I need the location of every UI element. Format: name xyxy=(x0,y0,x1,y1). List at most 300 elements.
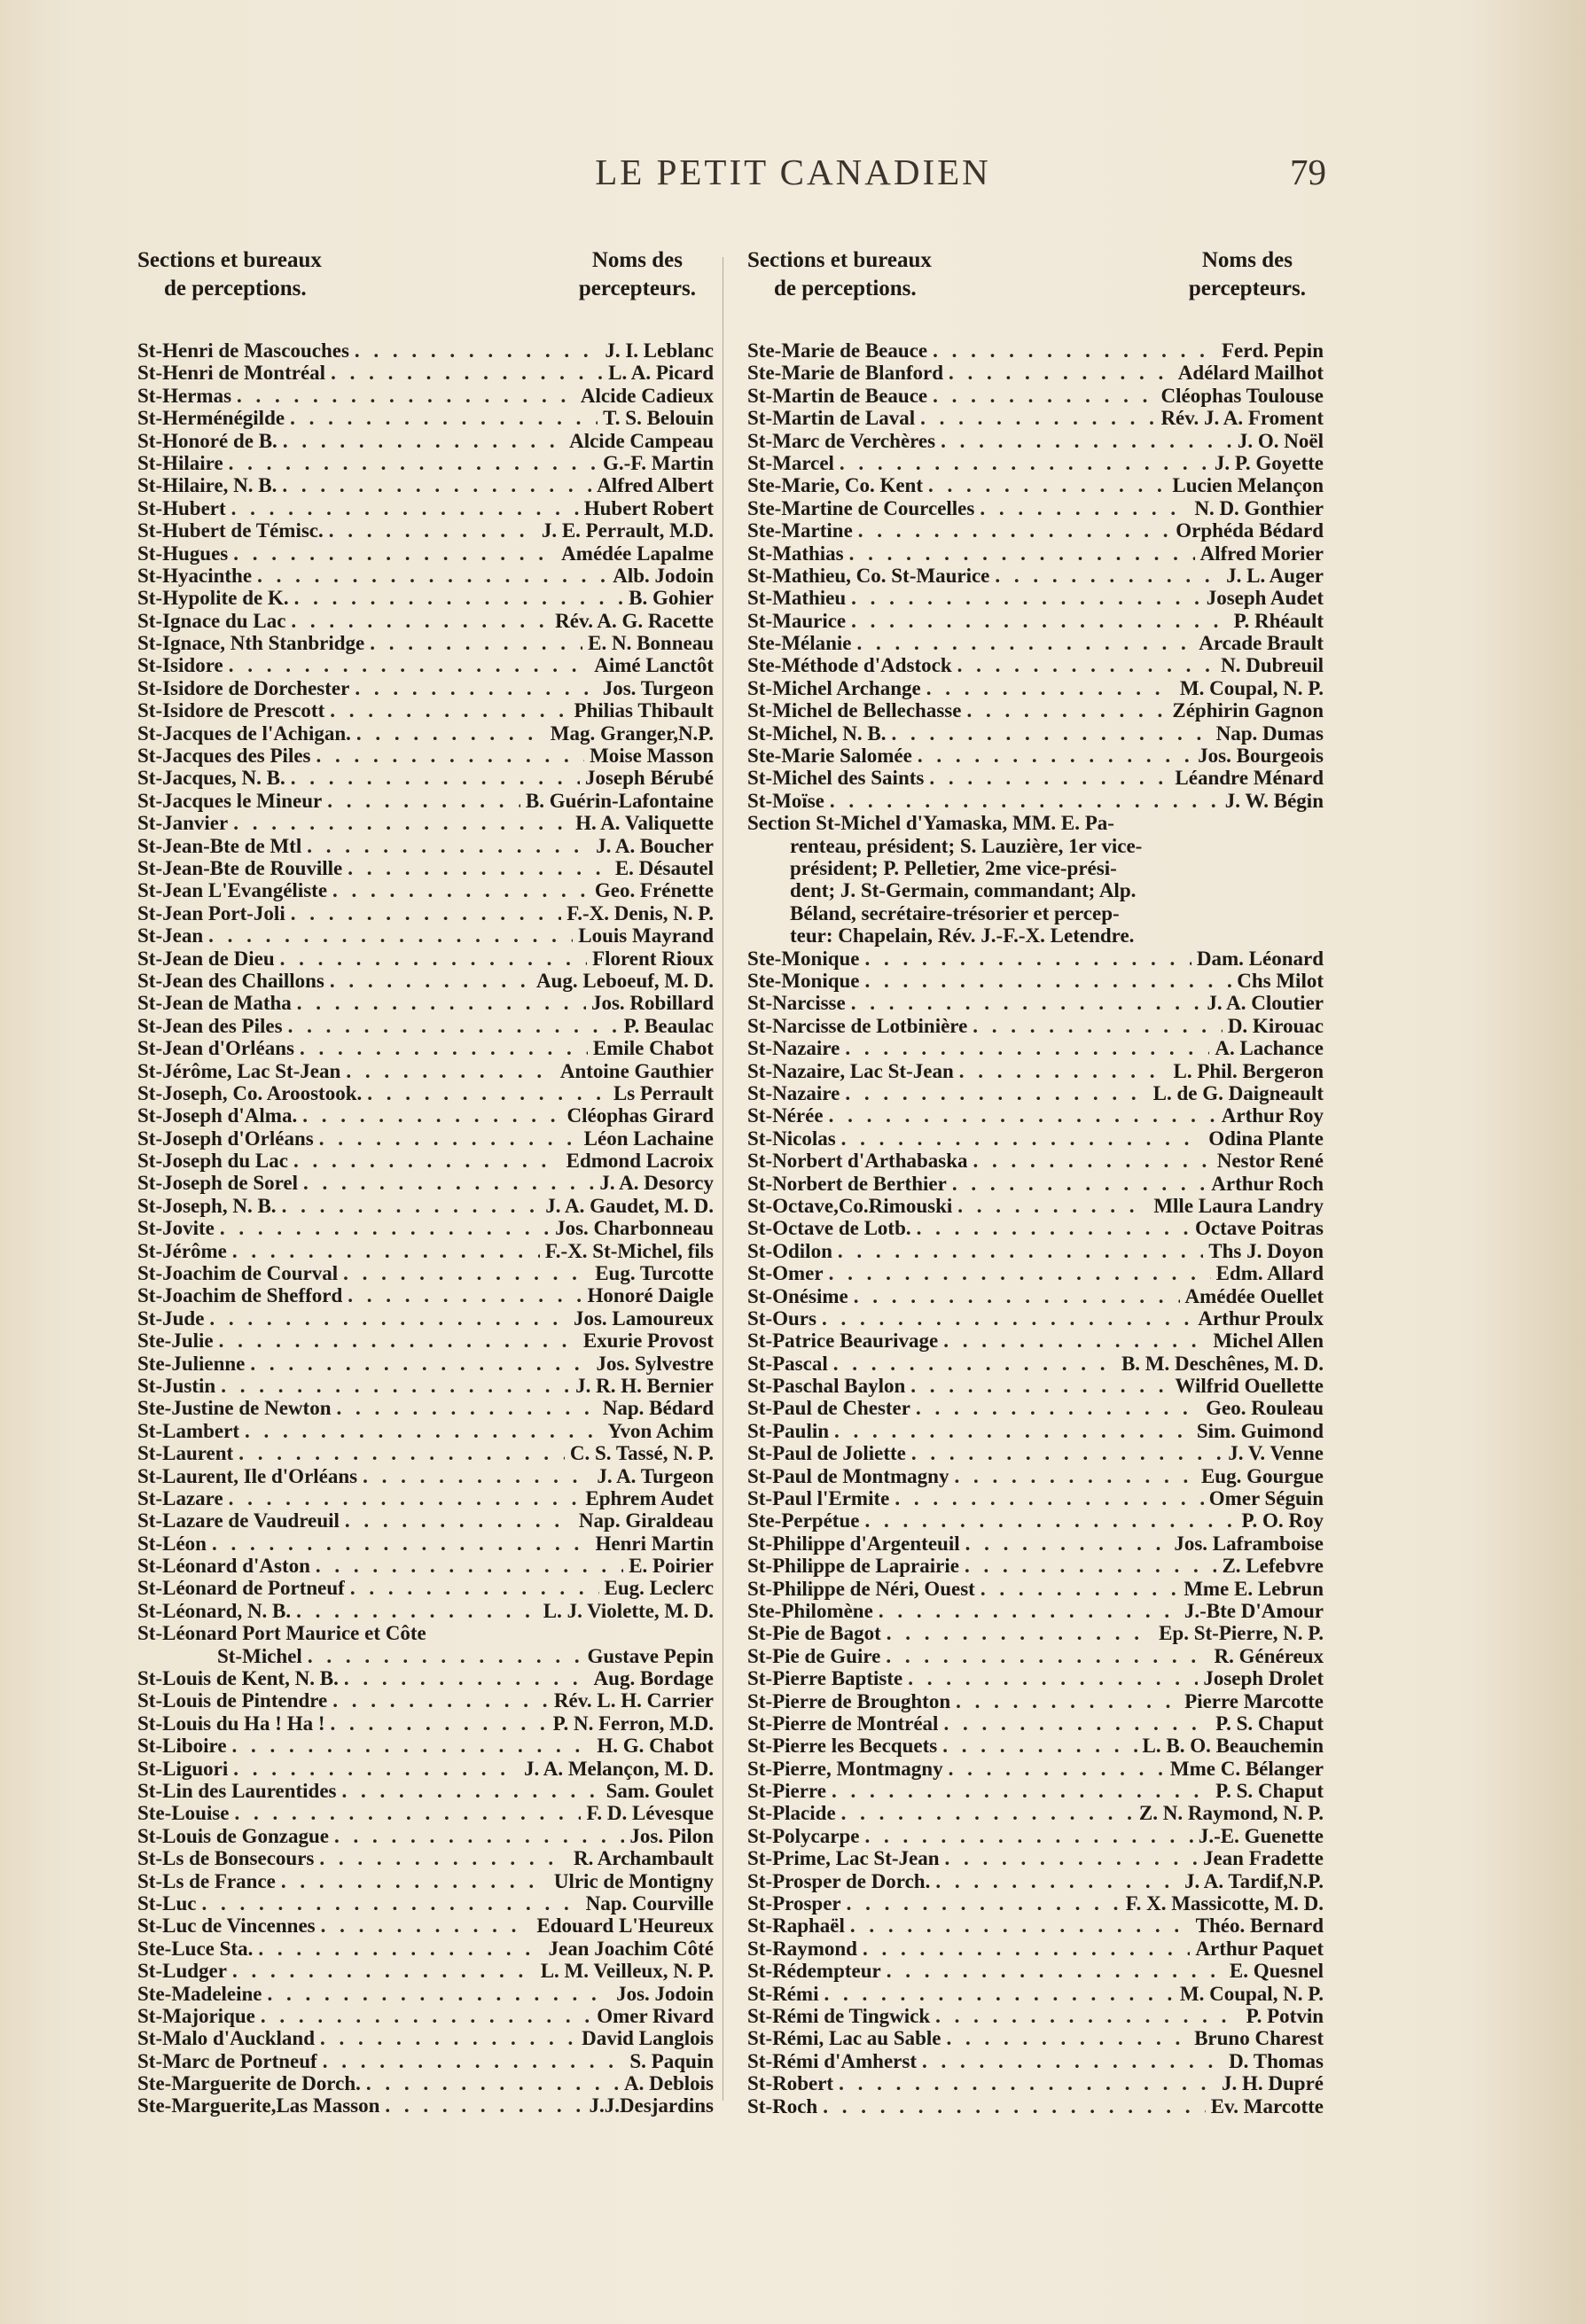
directory-entry xyxy=(747,385,1324,407)
directory-entry xyxy=(137,970,714,992)
collector-name: Ths J. Doyon xyxy=(1208,1239,1324,1262)
leader-dots xyxy=(995,565,1221,587)
leader-dots xyxy=(290,407,598,429)
collector-name: N. D. Gonthier xyxy=(1194,496,1324,519)
section-name: St-Paul de Chester xyxy=(747,1397,910,1420)
leader-dots xyxy=(329,519,536,542)
section-name: St-Honoré de B. xyxy=(137,429,277,452)
collector-name: L. de G. Daigneault xyxy=(1152,1081,1324,1104)
collector-name: Jos. Charbonneau xyxy=(555,1217,714,1240)
collector-name: Bruno Charest xyxy=(1194,2027,1324,2050)
directory-entry xyxy=(137,1802,714,1824)
directory-entry xyxy=(747,1442,1324,1464)
directory-entry xyxy=(137,1532,714,1555)
leader-dots xyxy=(363,1465,591,1487)
collector-name: B. Gohier xyxy=(629,587,714,610)
directory-entry xyxy=(747,2072,1324,2094)
leader-dots xyxy=(834,1420,1191,1442)
directory-entry xyxy=(747,1960,1324,1982)
leader-dots xyxy=(283,430,564,452)
directory-entry xyxy=(747,745,1324,767)
directory-entry xyxy=(137,924,714,947)
section-name: St-Nazaire, Lac St-Jean xyxy=(747,1059,954,1082)
collector-name: Yvon Achim xyxy=(607,1419,714,1442)
leader-dots xyxy=(296,1600,538,1622)
section-name: St-Jean des Piles xyxy=(137,1014,283,1037)
leader-dots xyxy=(367,1082,608,1104)
left-column-header xyxy=(137,246,714,310)
collector-name: E. Poirier xyxy=(629,1555,714,1578)
leader-dots xyxy=(300,1037,588,1059)
section-name: St-Lambert xyxy=(137,1419,239,1442)
collector-name: Rév. L. H. Carrier xyxy=(553,1689,714,1712)
leader-dots xyxy=(232,1240,540,1262)
directory-entry xyxy=(747,1397,1324,1419)
collector-name: Eug. Leclerc xyxy=(604,1577,714,1600)
section-name: St-Jean-Bte de Rouville xyxy=(137,856,343,879)
section-name: St-Pierre, Montmagny xyxy=(747,1757,943,1780)
collector-name: Dam. Léonard xyxy=(1196,947,1324,970)
collector-name: Cléophas Toulouse xyxy=(1160,384,1324,407)
section-name: St-Omer xyxy=(747,1262,824,1285)
section-name: St-Marc de Verchères xyxy=(747,429,936,452)
directory-entry xyxy=(137,1037,714,1059)
section-name: St-Jean de Dieu xyxy=(137,947,275,970)
leader-dots xyxy=(229,1487,581,1509)
section-name: St-Léon xyxy=(137,1532,207,1555)
collector-name: Eug. Gourgue xyxy=(1200,1464,1324,1487)
section-name: St-Pascal xyxy=(747,1352,828,1375)
directory-entry xyxy=(747,2050,1324,2072)
collector-name: Nap. Bédard xyxy=(602,1397,714,1420)
directory-entry xyxy=(747,1285,1324,1307)
collector-name: J. A. Gaudet, M. D. xyxy=(545,1194,714,1217)
section-name: St-Lazare de Vaudreuil xyxy=(137,1509,340,1532)
section-name: St-Isidore de Prescott xyxy=(137,699,325,722)
directory-entry xyxy=(137,1960,714,1982)
section-name: Ste-Julienne xyxy=(137,1352,246,1375)
leader-dots xyxy=(337,1397,598,1419)
collector-name: P. Rhéault xyxy=(1233,609,1324,632)
directory-entry xyxy=(137,1330,714,1352)
directory-entry xyxy=(747,1645,1324,1667)
section-name: St-Jovite xyxy=(137,1217,215,1240)
sections-heading xyxy=(137,246,322,303)
collector-name: Sim. Guimond xyxy=(1196,1419,1324,1442)
directory-entry xyxy=(137,1104,714,1127)
directory-entry xyxy=(747,970,1324,992)
leader-dots xyxy=(327,790,520,812)
directory-entry xyxy=(747,1037,1324,1059)
leader-dots xyxy=(956,1690,1179,1712)
collector-name: R. Généreux xyxy=(1214,1644,1324,1667)
collector-name: David Langlois xyxy=(582,2027,714,2050)
collector-name: Alb. Jodoin xyxy=(613,564,714,587)
leader-dots xyxy=(319,1847,568,1869)
collector-name: D. Thomas xyxy=(1229,2049,1324,2072)
leader-dots xyxy=(949,362,1173,384)
directory-entry xyxy=(137,1712,714,1735)
section-name: Ste-Marguerite de Dorch. xyxy=(137,2072,361,2095)
collector-name: Wilfrid Ouellette xyxy=(1175,1375,1324,1398)
collector-name: Alcide Campeau xyxy=(569,429,714,452)
directory-entry xyxy=(747,1104,1324,1127)
collector-name: J. V. Venne xyxy=(1228,1442,1324,1465)
directory-entry xyxy=(747,1578,1324,1600)
leader-dots xyxy=(935,1870,1179,1892)
section-name: Ste-Monique xyxy=(747,947,860,970)
directory-entry xyxy=(747,430,1324,452)
directory-entry xyxy=(747,452,1324,474)
directory-entry xyxy=(137,677,714,699)
section-name: St-Nérée xyxy=(747,1104,824,1127)
section-name: Ste-Monique xyxy=(747,970,860,993)
section-name: Ste-Louise xyxy=(137,1802,230,1825)
section-name: St-Moïse xyxy=(747,789,824,812)
leader-dots xyxy=(321,1915,532,1937)
leader-dots xyxy=(935,2005,1241,2027)
directory-entry xyxy=(747,632,1324,654)
collector-name: Zéphirin Gagnon xyxy=(1172,699,1324,722)
directory-entry xyxy=(137,1284,714,1306)
section-name: St-Rémi, Lac au Sable xyxy=(747,2027,941,2050)
collector-name: Louis Mayrand xyxy=(578,924,714,948)
directory-entry xyxy=(137,879,714,901)
section-name: St-Jérôme, Lac St-Jean xyxy=(137,1059,341,1082)
collector-name: Jos. Laframboise xyxy=(1174,1532,1324,1555)
section-name: St-Ours xyxy=(747,1306,816,1330)
leader-dots xyxy=(356,722,545,745)
section-name: St-Liboire xyxy=(137,1735,227,1758)
leader-dots xyxy=(929,767,1169,789)
directory-entry xyxy=(747,519,1324,542)
collector-name: Mme E. Lebrun xyxy=(1184,1577,1324,1600)
directory-entry xyxy=(137,1195,714,1217)
leader-dots xyxy=(219,1330,578,1352)
leader-dots xyxy=(323,2050,625,2072)
leader-dots xyxy=(237,385,575,407)
section-name: St-Liguori xyxy=(137,1757,229,1780)
collector-name: H. A. Valiquette xyxy=(575,812,714,835)
collector-name: L. M. Veilleux, N. P. xyxy=(540,1960,714,1983)
section-name: St-Octave,Co.Rimouski xyxy=(747,1194,953,1217)
noms-heading-line: percepteurs. xyxy=(578,277,696,300)
directory-entry xyxy=(137,857,714,879)
section-name: St-Léonard, N. B. xyxy=(137,1599,292,1622)
collector-name: Omer Séguin xyxy=(1208,1487,1324,1510)
leader-dots xyxy=(250,1353,590,1375)
section-name: St-Justin xyxy=(137,1374,216,1397)
collector-name: J. A. Cloutier xyxy=(1207,992,1324,1015)
right-column-header xyxy=(747,246,1324,310)
section-name: Ste-Marie Salomée xyxy=(747,745,912,768)
collector-name: P. S. Chaput xyxy=(1215,1780,1324,1803)
directory-entry xyxy=(137,1600,714,1622)
directory-entry xyxy=(137,474,714,496)
leader-dots xyxy=(385,2094,583,2117)
leader-dots xyxy=(229,452,598,474)
noms-heading-line: Noms des xyxy=(591,248,683,272)
collector-name: Edouard L'Heureux xyxy=(536,1915,714,1938)
section-name: St-Polycarpe xyxy=(747,1824,860,1847)
leader-dots xyxy=(920,407,1155,429)
leader-dots xyxy=(348,1284,582,1306)
leader-dots xyxy=(933,385,1155,407)
collector-name: P. Beaulac xyxy=(623,1014,714,1037)
directory-entry xyxy=(137,1825,714,1847)
leader-dots xyxy=(297,992,586,1014)
directory-entry xyxy=(137,1983,714,2005)
leader-dots xyxy=(928,474,1167,496)
collector-name: J. A. Boucher xyxy=(596,834,714,857)
leader-dots xyxy=(981,1578,1178,1600)
leader-dots xyxy=(895,1487,1203,1509)
leader-dots xyxy=(910,1375,1169,1397)
directory-entry xyxy=(137,1307,714,1330)
section-name: Ste-Marie de Blanford xyxy=(747,362,944,385)
collector-name: Jos. Sylvestre xyxy=(596,1352,714,1375)
collector-name: Edmond Lacroix xyxy=(566,1150,714,1173)
collector-name: Amédée Lapalme xyxy=(561,542,714,565)
section-name: St-Nazaire xyxy=(747,1081,840,1104)
directory-entry xyxy=(747,1465,1324,1487)
section-name: Ste-Marie de Beauce xyxy=(747,339,928,362)
leader-dots xyxy=(334,1825,624,1847)
leader-dots xyxy=(839,2072,1216,2094)
section-name: St-Louis de Gonzague xyxy=(137,1824,329,1847)
leader-dots xyxy=(316,745,585,767)
directory-entry xyxy=(747,767,1324,789)
collector-name: Jos. Jodoin xyxy=(616,1982,714,2005)
directory-entry xyxy=(137,339,714,362)
leader-dots xyxy=(332,1689,549,1712)
collector-name: J. L. Auger xyxy=(1226,564,1324,587)
collector-name: Hubert Robert xyxy=(583,496,714,519)
collector-name: Philias Thibault xyxy=(574,699,714,722)
sections-heading-line: Sections et bureaux xyxy=(747,248,932,272)
directory-entry xyxy=(137,812,714,834)
collector-name: J.J.Desjardins xyxy=(589,2094,714,2117)
leader-dots xyxy=(887,1960,1224,1982)
leader-dots xyxy=(850,1915,1191,1937)
directory-entry xyxy=(137,2094,714,2117)
directory-entry xyxy=(747,1622,1324,1644)
directory-entry xyxy=(137,1735,714,1757)
section-name: St-Laurent, Ile d'Orléans xyxy=(137,1464,358,1487)
leader-dots xyxy=(348,857,610,879)
section-name: Ste-Luce Sta. xyxy=(137,1937,254,1960)
directory-entry xyxy=(137,1689,714,1712)
collector-name: F. D. Lévesque xyxy=(586,1802,714,1825)
section-name: St-Luc de Vincennes xyxy=(137,1915,316,1938)
directory-entry xyxy=(747,1420,1324,1442)
leader-dots xyxy=(833,1353,1116,1375)
directory-entry xyxy=(747,1892,1324,1915)
directory-entry xyxy=(137,1509,714,1532)
collector-name: Aug. Bordage xyxy=(593,1667,714,1690)
section-name: St-Rédempteur xyxy=(747,1960,881,1983)
leader-dots xyxy=(980,497,1189,519)
section-name: St-Ls de Bonsecours xyxy=(137,1847,315,1870)
collector-name: J.-E. Guenette xyxy=(1198,1824,1324,1847)
collector-name: Mme C. Bélanger xyxy=(1169,1757,1324,1780)
collector-name: E. N. Bonneau xyxy=(588,632,714,655)
leader-dots xyxy=(973,1150,1212,1172)
collector-name: S. Paquin xyxy=(629,2049,714,2072)
leader-dots xyxy=(366,2072,619,2094)
section-name: St-Pie de Guire xyxy=(747,1644,881,1667)
leader-dots xyxy=(864,1825,1192,1847)
collector-name: Jos. Robillard xyxy=(590,992,714,1015)
leader-dots xyxy=(350,1577,599,1599)
collector-name: E. Quesnel xyxy=(1229,1960,1324,1983)
directory-entry xyxy=(137,902,714,924)
section-name: St-Narcisse xyxy=(747,992,846,1015)
section-name: St-Hermas xyxy=(137,384,232,407)
collector-name: Chs Milot xyxy=(1237,970,1324,993)
leader-dots xyxy=(854,1285,1180,1307)
directory-entry xyxy=(747,542,1324,565)
leader-dots xyxy=(288,1015,619,1037)
collector-name: Ephrem Audet xyxy=(585,1486,714,1509)
collector-name: Joseph Audet xyxy=(1206,587,1324,610)
leader-dots xyxy=(282,1195,541,1217)
section-name: St-Ludger xyxy=(137,1960,227,1983)
left-entry-list xyxy=(137,339,714,2117)
section-name: St-Herménégilde xyxy=(137,407,285,430)
section-name: St-Ls de France xyxy=(137,1869,276,1892)
collector-name: H. G. Chabot xyxy=(597,1735,714,1758)
publication-title: LE PETIT CANADIEN xyxy=(595,152,991,192)
directory-entry xyxy=(137,542,714,565)
section-name: Ste-Julie xyxy=(137,1330,214,1353)
section-name: St-Jean d'Orléans xyxy=(137,1037,294,1060)
directory-entry xyxy=(137,430,714,452)
section-name: St-Mathieu xyxy=(747,587,847,610)
directory-entry xyxy=(137,519,714,542)
section-name: St-Ignace du Lac xyxy=(137,609,286,632)
leader-dots xyxy=(838,1240,1203,1262)
collector-name: J. A. Tardif,N.P. xyxy=(1184,1869,1324,1892)
leader-dots xyxy=(330,970,531,992)
leader-dots xyxy=(851,587,1201,609)
section-name: St-Roch xyxy=(747,2094,818,2117)
leader-dots xyxy=(233,542,556,565)
leader-dots xyxy=(857,632,1194,654)
leader-dots xyxy=(886,1645,1208,1667)
collector-name: Rév. A. G. Racette xyxy=(555,609,714,632)
leader-dots xyxy=(916,1397,1200,1419)
section-name: St-Lin des Laurentides xyxy=(137,1780,337,1802)
noms-heading-line: percepteurs. xyxy=(1188,277,1306,300)
section-name: St-Marc de Portneuf xyxy=(137,2049,317,2072)
leader-dots xyxy=(355,339,599,362)
collector-name: D. Kirouac xyxy=(1227,1014,1324,1037)
collector-name: B. M. Deschênes, M. D. xyxy=(1121,1352,1324,1375)
directory-entry xyxy=(747,1509,1324,1532)
leader-dots xyxy=(233,812,570,834)
collector-name: Aimé Lanctôt xyxy=(594,654,714,677)
leader-dots xyxy=(220,1217,550,1239)
collector-name: Arthur Proulx xyxy=(1198,1306,1324,1330)
collector-name: Geo. Rouleau xyxy=(1206,1397,1324,1420)
section-name: St-Norbert de Berthier xyxy=(747,1172,947,1195)
collector-name: Alfred Morier xyxy=(1199,542,1324,565)
leader-dots xyxy=(282,474,591,496)
collector-name: Michel Allen xyxy=(1213,1330,1324,1353)
collector-name: J. A. Turgeon xyxy=(597,1464,714,1487)
directory-entry xyxy=(747,1825,1324,1847)
directory-entry xyxy=(137,565,714,587)
collector-name: J.-Bte D'Amour xyxy=(1184,1599,1324,1622)
leader-dots xyxy=(864,1509,1236,1532)
directory-entry xyxy=(137,385,714,407)
section-name: St-Ignace, Nth Stanbridge xyxy=(137,632,365,655)
section-name: Ste-Mélanie xyxy=(747,632,852,655)
section-name: St-Paulin xyxy=(747,1419,830,1442)
directory-entry xyxy=(747,610,1324,632)
leader-dots xyxy=(316,1555,623,1577)
directory-entry xyxy=(137,1127,714,1150)
section-name: St-Robert xyxy=(747,2072,834,2095)
page-number: 79 xyxy=(1290,152,1326,192)
collector-name: Nestor René xyxy=(1216,1150,1324,1173)
section-name: St-Pierre Baptiste xyxy=(747,1667,903,1690)
directory-entry xyxy=(747,654,1324,676)
leader-dots xyxy=(933,339,1216,362)
section-name: St-Martin de Beauce xyxy=(747,384,928,407)
collector-name: Exurie Provost xyxy=(582,1330,714,1353)
section-name: St-Michel de Bellechasse xyxy=(747,699,962,722)
directory-entry xyxy=(747,339,1324,362)
section-name: St-Joseph d'Orléans xyxy=(137,1127,314,1150)
directory-entry xyxy=(747,1555,1324,1577)
collector-name: Jos. Pilon xyxy=(629,1824,714,1847)
leader-dots xyxy=(823,2095,1205,2117)
collector-name: P. O. Roy xyxy=(1241,1509,1324,1532)
directory-entry xyxy=(137,1150,714,1172)
collector-name: J. R. H. Bernier xyxy=(575,1374,714,1397)
collector-name: Lucien Melançon xyxy=(1172,474,1324,497)
directory-entry xyxy=(747,1667,1324,1689)
directory-entry xyxy=(137,1487,714,1509)
directory-entry xyxy=(137,2027,714,2049)
leader-dots xyxy=(344,1667,589,1689)
section-name: St-Michel, N. B. xyxy=(747,721,887,745)
directory-entry xyxy=(137,1870,714,1892)
section-name: St-Laurent xyxy=(137,1442,234,1465)
leader-dots xyxy=(847,1892,1121,1915)
paragraph-line: Béland, secrétaire-trésorier et percep- xyxy=(790,901,1120,924)
leader-dots xyxy=(908,1667,1198,1689)
leader-dots xyxy=(829,1262,1211,1284)
collector-name: T. S. Belouin xyxy=(603,407,714,430)
section-name: St-Patrice Beaurivage xyxy=(747,1330,939,1353)
collector-name: Gustave Pepin xyxy=(587,1644,714,1667)
directory-entry xyxy=(137,1847,714,1869)
section-name: St-Jacques de l'Achigan. xyxy=(137,721,351,745)
section-name: St-Michel xyxy=(217,1644,302,1667)
collector-name: Arthur Paquet xyxy=(1195,1937,1324,1960)
collector-name: A. Deblois xyxy=(624,2072,714,2095)
noms-heading xyxy=(579,246,696,303)
section-name: St-Narcisse de Lotbinière xyxy=(747,1014,968,1037)
section-name: St-Marcel xyxy=(747,451,834,474)
directory-entry xyxy=(137,1555,714,1577)
collector-name: Moise Masson xyxy=(590,745,714,768)
directory-entry xyxy=(747,722,1324,745)
directory-entry xyxy=(137,1240,714,1262)
